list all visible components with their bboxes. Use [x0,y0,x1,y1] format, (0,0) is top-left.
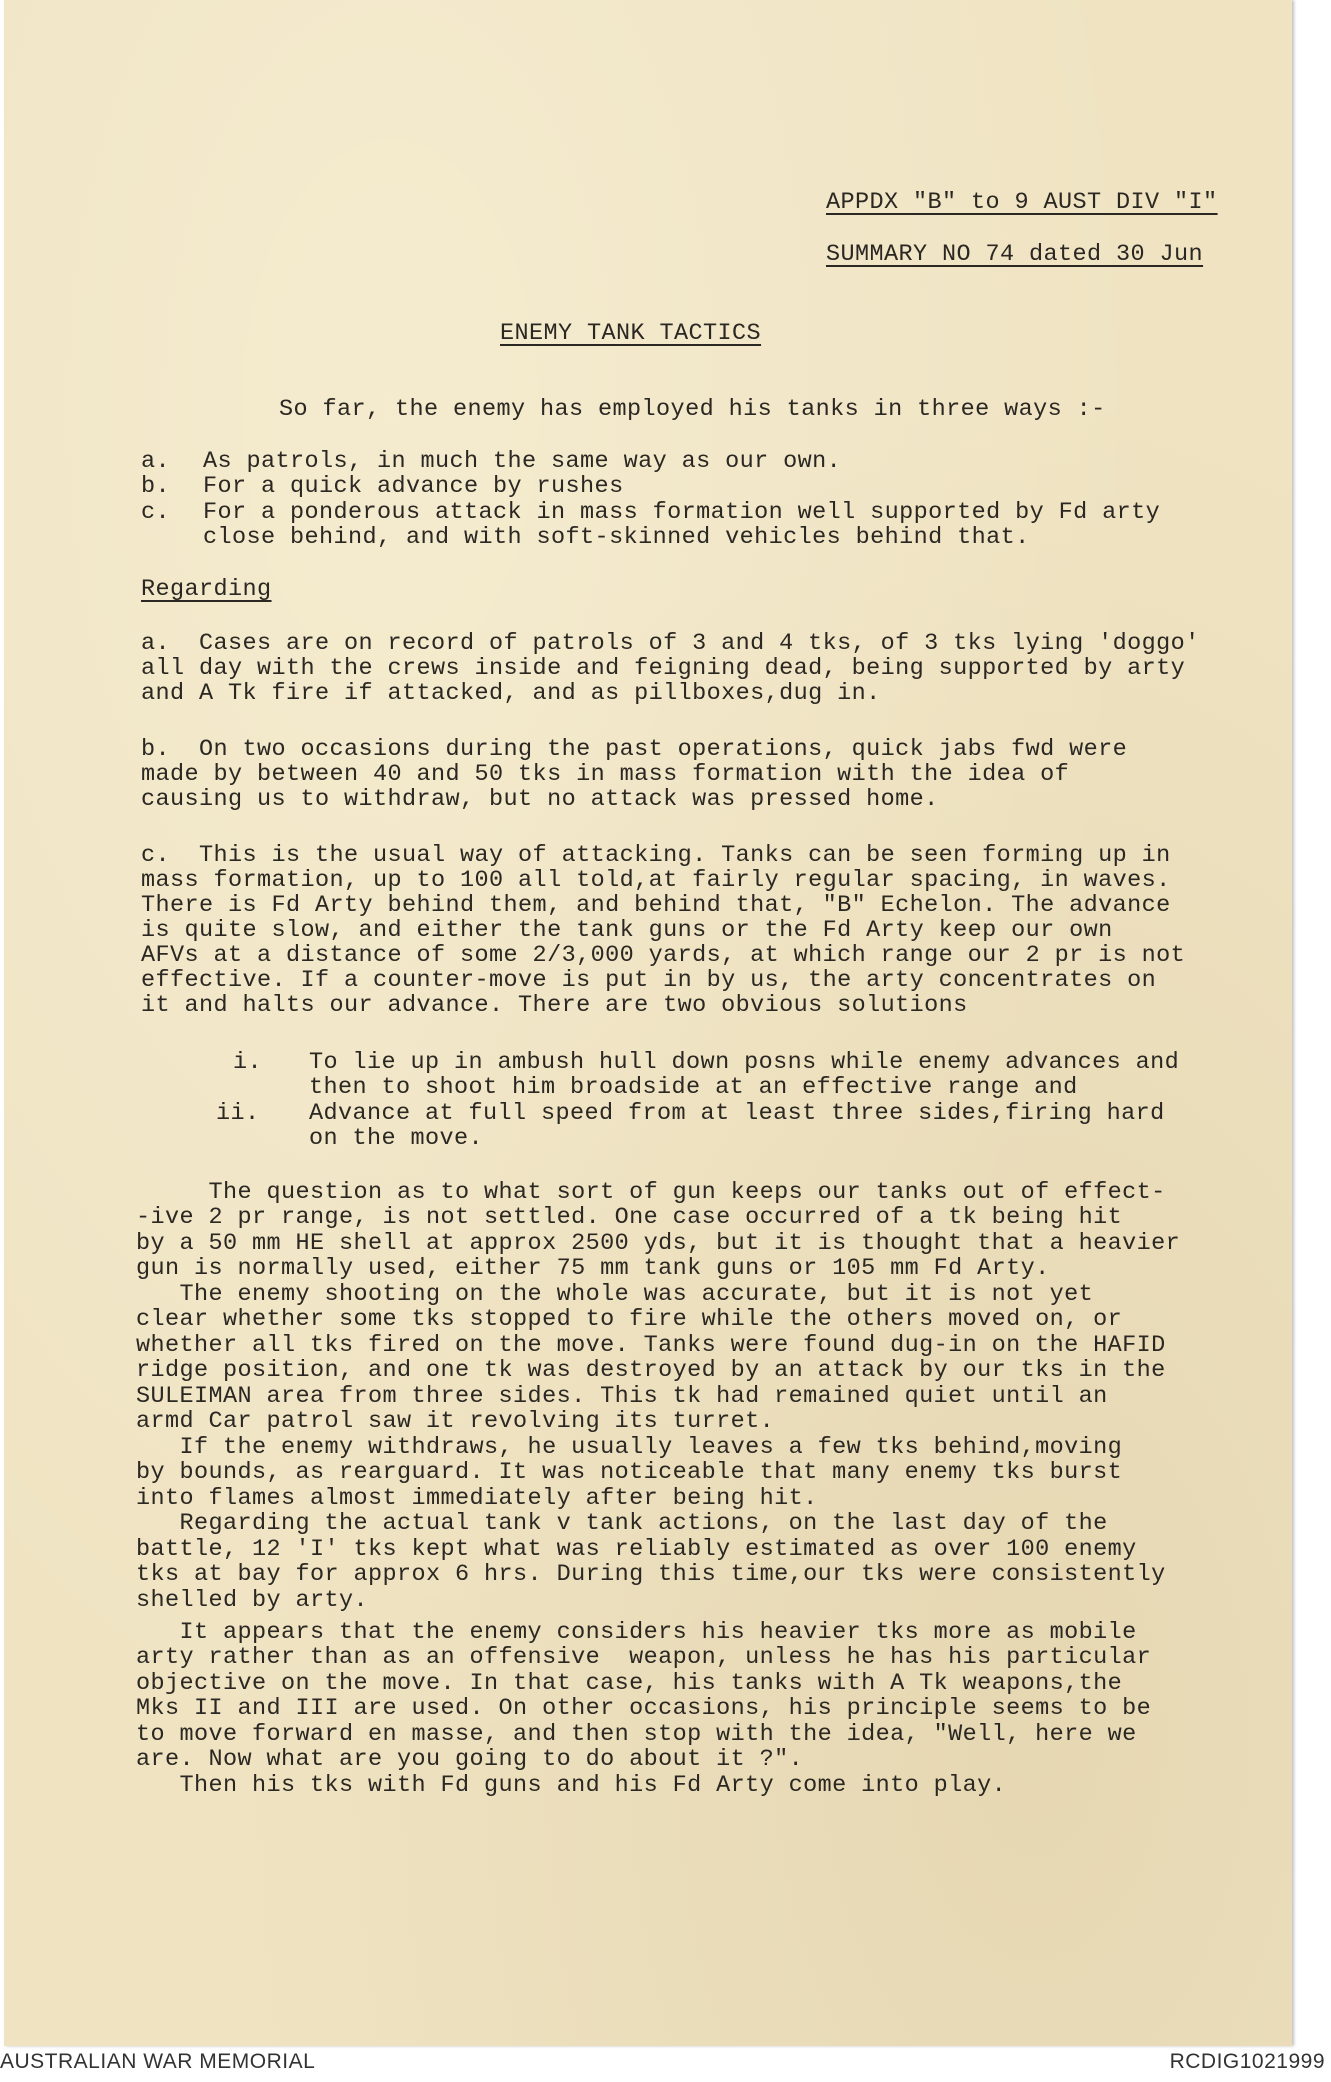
body-line: by bounds, as rearguard. It was noticeable that many enemy tks burst [136,1459,1123,1486]
body-line: are. Now what are you going to do about it ?". [136,1746,804,1773]
way-line: As patrols, in much the same way as our own. [203,448,842,475]
paragraph-line: all day with the crews inside and feigning dead, being supported by arty [141,655,1186,682]
body-line: gun is normally used, either 75 mm tank guns or 105 mm Fd Arty. [136,1255,1050,1282]
solution-line: To lie up in ambush hull down posns while enemy advances and [309,1049,1180,1076]
paragraph-line: it and halts our advance. There are two obvious solutions [141,992,968,1019]
paragraph-line: c. This is the usual way of attacking. Tanks can be seen forming up in [141,842,1171,869]
body-line: ridge position, and one tk was destroyed by an attack by our tks in the [136,1357,1166,1384]
body-line: The question as to what sort of gun keeps our tanks out of effect- [136,1179,1166,1206]
paragraph-line: a. Cases are on record of patrols of 3 and 4 tks, of 3 tks lying 'doggo' [141,630,1200,657]
way-line: For a ponderous attack in mass formation well supported by Fd arty [203,499,1161,526]
paragraph-line: made by between 40 and 50 tks in mass formation with the idea of [141,761,1070,788]
solution-marker: i. [233,1049,263,1076]
paragraph-line: effective. If a counter-move is put in by us, the arty concentrates on [141,967,1157,994]
body-line: Regarding the actual tank v tank actions, on the last day of the [136,1510,1108,1537]
body-line: to move forward en masse, and then stop with the idea, "Well, here we [136,1721,1137,1748]
footer-archive-name: AUSTRALIAN WAR MEMORIAL [0,2050,316,2073]
regarding-heading: Regarding [141,576,272,603]
body-line: tks at bay for approx 6 hrs. During this time,our tks were consistently [136,1561,1166,1588]
solution-marker: ii. [216,1100,260,1127]
body-line: Mks II and III are used. On other occasions, his principle seems to be [136,1695,1152,1722]
paragraph-line: There is Fd Arty behind them, and behind that, "B" Echelon. The advance [141,892,1171,919]
way-marker: a. [141,448,171,475]
body-line: It appears that the enemy considers his heavier tks more as mobile [136,1619,1137,1646]
body-line: SULEIMAN area from three sides. This tk had remained quiet until an [136,1383,1108,1410]
paragraph-line: AFVs at a distance of some 2/3,000 yards, at which range our 2 pr is not [141,942,1186,969]
body-line: into flames almost immediately after being hit. [136,1485,818,1512]
way-line: close behind, and with soft-skinned vehicles behind that. [203,524,1030,551]
body-line: battle, 12 'I' tks kept what was reliably estimated as over 100 enemy [136,1536,1137,1563]
intro-line: So far, the enemy has employed his tanks in three ways :- [279,396,1106,423]
paragraph-line: mass formation, up to 100 all told,at fairly regular spacing, in waves. [141,867,1171,894]
solution-line: Advance at full speed from at least three sides,firing hard [309,1100,1165,1127]
body-line: -ive 2 pr range, is not settled. One case occurred of a tk being hit [136,1204,1123,1231]
body-line: by a 50 mm HE shell at approx 2500 yds, but it is thought that a heavier [136,1230,1181,1257]
paragraph-line: causing us to withdraw, but no attack was pressed home. [141,786,939,813]
way-line: For a quick advance by rushes [203,473,624,500]
body-line: armd Car patrol saw it revolving its turret. [136,1408,775,1435]
document-title: ENEMY TANK TACTICS [500,320,762,347]
way-marker: c. [141,499,171,526]
body-line: shelled by arty. [136,1587,369,1614]
body-line: arty rather than as an offensive weapon, unless he has his particular [136,1644,1152,1671]
body-line: whether all tks fired on the move. Tanks were found dug-in on the HAFID [136,1332,1166,1359]
paragraph-line: b. On two occasions during the past operations, quick jabs fwd were [141,736,1128,763]
solution-line: then to shoot him broadside at an effective range and [309,1074,1078,1101]
paragraph-line: is quite slow, and either the tank guns or the Fd Arty keep our own [141,917,1113,944]
paragraph-line: and A Tk fire if attacked, and as pillboxes,dug in. [141,680,881,707]
body-line: Then his tks with Fd guns and his Fd Arty come into play. [136,1772,1007,1799]
body-line: objective on the move. In that case, his tanks with A Tk weapons,the [136,1670,1123,1697]
solution-line: on the move. [309,1125,484,1152]
summary-reference: SUMMARY NO 74 dated 30 Jun [826,241,1204,268]
way-marker: b. [141,473,171,500]
body-line: clear whether some tks stopped to fire while the others moved on, or [136,1306,1123,1333]
appendix-reference: APPDX "B" to 9 AUST DIV "I" [826,189,1218,216]
footer-record-id: RCDIG1021999 [1169,2050,1325,2073]
body-line: The enemy shooting on the whole was accurate, but it is not yet [136,1281,1094,1308]
document-page [4,0,1292,2046]
body-line: If the enemy withdraws, he usually leaves a few tks behind,moving [136,1434,1123,1461]
